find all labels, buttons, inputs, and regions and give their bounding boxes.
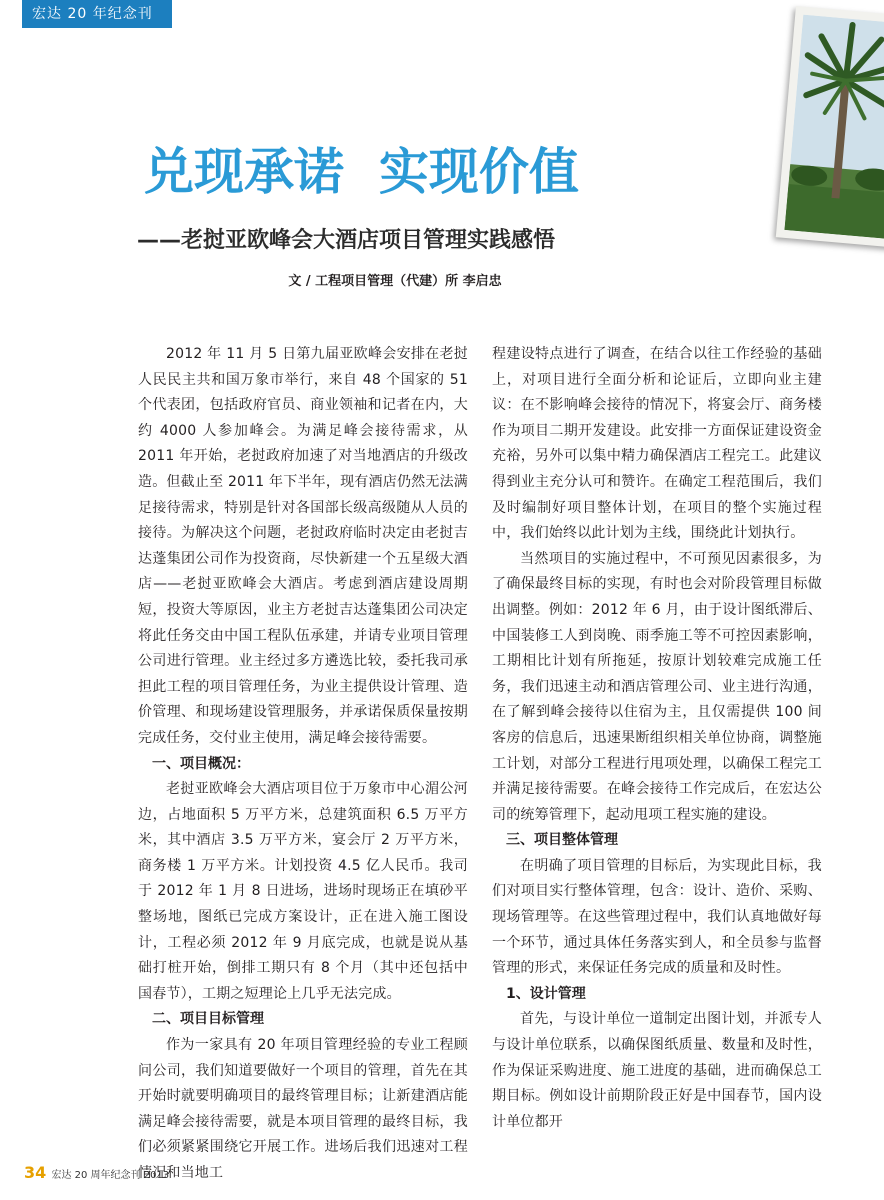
palm-tree-image	[784, 15, 884, 239]
page-number: 34	[24, 1163, 47, 1182]
paragraph: 老挝亚欧峰会大酒店项目位于万象市中心湄公河边，占地面积 5 万平方米，总建筑面积 6.5 万平方米，其中酒店 3.5 万平方米，宴会厅 2 万平方米，商务楼 1 万平方米。计划投资 4.5 亿人民币。我司于 2012 年 1 月 8 日进场，进场时现场正在填砂平整场地，图纸已完成方案设计，正在进入施工图设计，工程必须 2012 年 9 月底完成，也就是说从基础打桩开始，倒排工期只有 8 个月（其中还包括中国春节），工期之短理论上几乎无法完成。	[138, 781, 468, 1002]
footer-text: 宏达 20 周年纪念刊 2013	[51, 1170, 170, 1181]
header-tab	[22, 0, 172, 28]
section-heading: 一、项目概况：	[152, 755, 250, 772]
section-heading: 1、设计管理	[506, 985, 586, 1002]
page-footer	[24, 1162, 169, 1184]
left-column	[138, 342, 468, 1187]
paragraph: 作为一家具有 20 年项目管理经验的专业工程顾问公司，我们知道要做好一个项目的管理，首先在其开始时就要明确项目的最终管理目标；让新建酒店能满足峰会接待需要，就是本项目管理的最终目标，我们必须紧紧围绕它开展工作。进场后我们迅速对工程情况和当地工	[138, 1037, 468, 1181]
article-title: 兑现承诺 实现价值	[144, 142, 579, 201]
paragraph: 程建设特点进行了调查，在结合以往工作经验的基础上，对项目进行全面分析和论证后，立即向业主建议：在不影响峰会接待的情况下，将宴会厅、商务楼作为项目二期开发建设。此安排一方面保证建设资金充裕，另外可以集中精力确保酒店工程完工。此建议得到业主充分认可和赞许。在确定工程范围后，我们及时编制好项目整体计划，在项目的整个实施过程中，我们始终以此计划为主线，围绕此计划执行。	[492, 346, 822, 542]
right-column	[492, 342, 822, 1135]
paragraph: 在明确了项目管理的目标后，为实现此目标，我们对项目实行整体管理，包含：设计、造价、采购、现场管理等。在这些管理过程中，我们认真地做好每一个环节，通过具体任务落实到人，和全员参与监督管理的形式，来保证任务完成的质量和及时性。	[492, 857, 822, 977]
paragraph: 2012 年 11 月 5 日第九届亚欧峰会安排在老挝人民民主共和国万象市举行，来自 48 个国家的 51 个代表团，包括政府官员、商业领袖和记者在内，大约 4000 人参加峰会。为满足峰会接待需求，从 2011 年开始，老挝政府加速了对当地酒店的升级改造。但截止至 2011 年下半年，现有酒店仍然无法满足接待需求，特别是针对各国部长级高级随从人员的接待。为解决这个问题，老挝政府临时决定由老挝吉达蓬集团公司作为投资商，尽快新建一个五星级大酒店——老挝亚欧峰会大酒店。考虑到酒店建设周期短，投资大等原因，业主方老挝吉达蓬集团公司决定将此任务交由中国工程队伍承建，并请专业项目管理公司进行管理。业主经过多方遴选比较，委托我司承担此工程的项目管理任务，为业主提供设计管理、造价管理、和现场建设管理服务，并承诺保质保量按期完成任务，交付业主使用，满足峰会接待需要。	[138, 346, 468, 746]
article-byline: 文 / 工程项目管理（代建）所 李启忠	[288, 274, 502, 289]
palm-tree-photo	[776, 6, 884, 248]
section-heading: 二、项目目标管理	[152, 1011, 264, 1028]
header-label: 宏达 20 年纪念刊	[32, 6, 153, 22]
paragraph: 首先，与设计单位一道制定出图计划，并派专人与设计单位联系，以确保图纸质量、数量和及时性，作为保证采购进度、施工进度的基础，进而确保总工期目标。例如设计前期阶段正好是中国春节，国内设计单位都开	[492, 1011, 822, 1130]
paragraph: 当然项目的实施过程中，不可预见因素很多，为了确保最终目标的实现，有时也会对阶段管理目标做出调整。例如：2012 年 6 月，由于设计图纸滞后、中国装修工人到岗晚、雨季施工等不可控因素影响，工期相比计划有所拖延，按原计划较难完成施工任务，我们迅速主动和酒店管理公司、业主进行沟通，在了解到峰会接待以住宿为主，且仅需提供 100 间客房的信息后，迅速果断组织相关单位协商，调整施工计划，对部分工程进行甩项处理，以确保工程完工并满足接待需要。在峰会接待工作完成后，在宏达公司的统筹管理下，起动甩项工程实施的建设。	[492, 550, 822, 823]
article-subtitle: ——老挝亚欧峰会大酒店项目管理实践感悟	[137, 228, 556, 253]
section-heading: 三、项目整体管理	[506, 832, 618, 849]
